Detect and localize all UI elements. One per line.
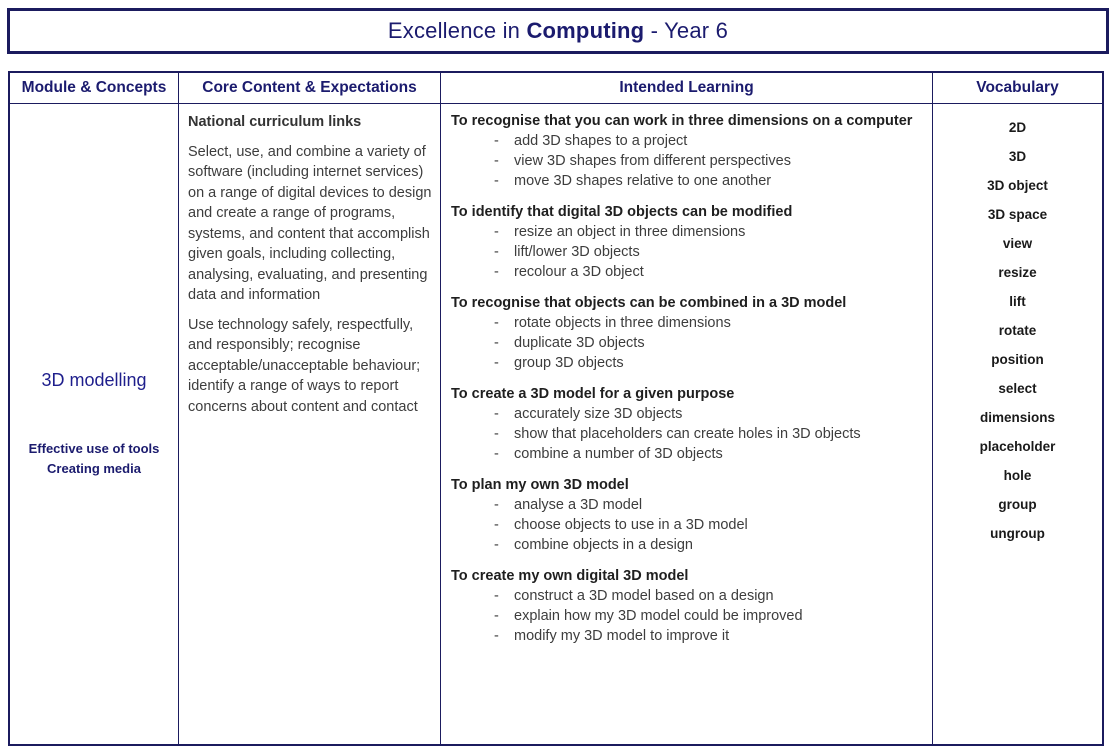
vocabulary-word: 3D	[1008, 149, 1027, 164]
bullet-dash: -	[494, 153, 499, 169]
vocabulary-word: view	[1002, 236, 1033, 251]
core-content-paragraph: Use technology safely, respectfully, and responsibly; recognise acceptable/unacceptable behaviour; identify a range of ways to report concerns about content and contact	[188, 316, 421, 415]
learning-bullet-item	[451, 606, 926, 626]
page-title-prefix: Excellence in	[387, 18, 527, 43]
learning-bullet-item	[451, 495, 926, 515]
bullet-dash: -	[494, 133, 499, 149]
vocabulary-word: rotate	[998, 323, 1037, 338]
learning-bullet-item	[451, 424, 926, 444]
learning-bullet-item	[451, 242, 926, 262]
bullet-text: lift/lower 3D objects	[514, 244, 640, 260]
bullet-text: show that placeholders can create holes in 3D objects	[514, 426, 861, 442]
learning-bullet-item	[451, 171, 926, 191]
column-header-core-content: Core Content & Expectations	[179, 73, 441, 104]
bullet-dash: -	[494, 315, 499, 331]
learning-bullet-item	[451, 535, 926, 555]
vocabulary-word: group	[998, 497, 1037, 512]
learning-objective-title: To identify that digital 3D objects can be modified	[451, 204, 793, 220]
intended-learning-cell	[441, 104, 933, 744]
vocabulary-word: hole	[1003, 468, 1032, 483]
bullet-text: accurately size 3D objects	[514, 406, 683, 422]
learning-bullet-item	[451, 404, 926, 424]
core-content-cell	[179, 104, 441, 744]
bullet-dash: -	[494, 406, 499, 422]
bullet-dash: -	[494, 588, 499, 604]
column-header-vocabulary: Vocabulary	[933, 73, 1102, 104]
learning-bullet-item	[451, 333, 926, 353]
learning-bullet-item	[451, 515, 926, 535]
bullet-dash: -	[494, 224, 499, 240]
learning-section	[451, 475, 926, 555]
learning-section	[451, 293, 926, 373]
bullet-text: construct a 3D model based on a design	[514, 588, 774, 604]
page-title-suffix: - Year 6	[644, 18, 729, 43]
bullet-text: modify my 3D model to improve it	[514, 628, 730, 644]
learning-objective-title: To recognise that you can work in three dimensions on a computer	[451, 113, 913, 129]
bullet-dash: -	[494, 335, 499, 351]
learning-bullet-item	[451, 626, 926, 646]
bullet-dash: -	[494, 244, 499, 260]
vocabulary-word: select	[998, 381, 1037, 396]
learning-section	[451, 202, 926, 282]
document-title-banner	[7, 8, 1109, 54]
learning-bullet-item	[451, 586, 926, 606]
bullet-text: view 3D shapes from different perspectives	[514, 153, 791, 169]
bullet-dash: -	[494, 608, 499, 624]
vocabulary-word: 3D object	[987, 178, 1048, 193]
vocabulary-word: dimensions	[979, 410, 1055, 425]
learning-bullet-item	[451, 131, 926, 151]
core-content-paragraph: Select, use, and combine a variety of software (including internet services) on a range of digital devices to design and create a range of programs, systems, and content that accomplish given goals, including collecting, analysing, evaluating, and presenting data and information	[188, 143, 432, 303]
concept-label: Creating media	[47, 460, 141, 476]
learning-section	[451, 384, 926, 464]
page-title-subject: Computing	[526, 18, 645, 43]
concept-label: Effective use of tools	[28, 440, 160, 456]
curriculum-table	[8, 71, 1104, 746]
learning-objective-title: To create my own digital 3D model	[451, 568, 689, 584]
bullet-text: resize an object in three dimensions	[514, 224, 746, 240]
learning-objective-title: To plan my own 3D model	[451, 477, 629, 493]
page-title	[388, 18, 728, 44]
learning-objective-title: To create a 3D model for a given purpose	[451, 386, 735, 402]
learning-section	[451, 566, 926, 646]
learning-sections	[451, 111, 926, 646]
module-name: 3D modelling	[41, 369, 147, 390]
learning-section	[451, 111, 926, 191]
bullet-text: combine a number of 3D objects	[514, 446, 723, 462]
bullet-dash: -	[494, 446, 499, 462]
learning-bullet-item	[451, 444, 926, 464]
vocabulary-word: lift	[1009, 294, 1026, 309]
bullet-text: group 3D objects	[514, 355, 624, 371]
bullet-dash: -	[494, 355, 499, 371]
bullet-dash: -	[494, 497, 499, 513]
learning-objective-title: To recognise that objects can be combined in a 3D model	[451, 295, 847, 311]
column-header-module-concepts: Module & Concepts	[10, 73, 179, 104]
vocabulary-word: 2D	[1008, 120, 1027, 135]
vocabulary-cell	[933, 104, 1102, 744]
bullet-dash: -	[494, 173, 499, 189]
vocabulary-word: ungroup	[990, 526, 1045, 541]
core-content-heading: National curriculum links	[188, 114, 362, 130]
bullet-dash: -	[494, 628, 499, 644]
vocabulary-word: resize	[998, 265, 1037, 280]
bullet-dash: -	[494, 537, 499, 553]
bullet-text: duplicate 3D objects	[514, 335, 645, 351]
bullet-dash: -	[494, 264, 499, 280]
learning-bullet-item	[451, 222, 926, 242]
bullet-text: rotate objects in three dimensions	[514, 315, 731, 331]
bullet-text: analyse a 3D model	[514, 497, 643, 513]
bullet-text: explain how my 3D model could be improved	[514, 608, 803, 624]
bullet-text: recolour a 3D object	[514, 264, 644, 280]
vocabulary-word: position	[991, 352, 1044, 367]
learning-bullet-item	[451, 353, 926, 373]
bullet-text: move 3D shapes relative to one another	[514, 173, 772, 189]
module-concepts-cell	[10, 104, 179, 744]
vocabulary-word: 3D space	[987, 207, 1048, 222]
learning-bullet-item	[451, 313, 926, 333]
bullet-dash: -	[494, 426, 499, 442]
bullet-text: choose objects to use in a 3D model	[514, 517, 748, 533]
column-header-intended-learning: Intended Learning	[441, 73, 933, 104]
learning-bullet-item	[451, 151, 926, 171]
learning-bullet-item	[451, 262, 926, 282]
bullet-text: add 3D shapes to a project	[514, 133, 688, 149]
vocabulary-word: placeholder	[979, 439, 1056, 454]
bullet-dash: -	[494, 517, 499, 533]
bullet-text: combine objects in a design	[514, 537, 693, 553]
